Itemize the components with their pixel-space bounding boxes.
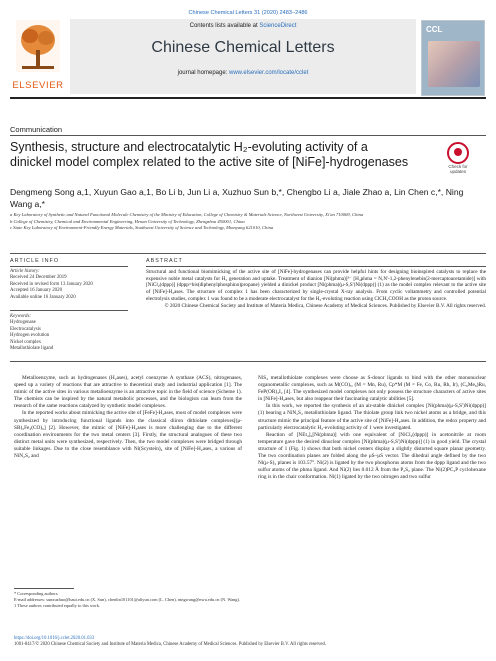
footnote-equal-contribution: 1 These authors contributed equally to this work. xyxy=(14,603,101,608)
history-accepted: Accepted 16 January 2020 xyxy=(10,288,63,294)
journal-homepage xyxy=(70,70,416,76)
footnote-rule xyxy=(14,588,74,589)
abstract-text: Structural and functional biomimicking of the active site of [NiFe]-hydrogenases can provide helpful hints for designing bioinspired catalysts to replace the expensive noble metal catalysts for H₂ generation and uptake. Treatment of dianion [Ni(phma)]²⁻ [H₄phma = N,N'-1,2-phenylenebis(2-mercaptoacetamide)] with [NiCl₂(dppp)] (dppp=bis(diphenylphosphino)propane) yielded a dinickel product [Ni(phma)(μ-S,S')Ni(dppp)] (1) as the model complex relevant to the active site of [NiFe]-H₂ases. The structure of complex 1 has been characterized by single-crystal X-ray analysis. From cyclic voltammetry and controlled potential electrolysis studies, complex 1 was found to be a moderate electrocatalyst for the H₂-evoluting reaction using ClCH₂COOH as the proton source. xyxy=(146,269,486,302)
affiliation-a: a Key Laboratory of Synthetic and Natural Functional Molecule Chemistry of the Ministry of Education, College of Chemistry & Materials Science, Northwest University, Xi'an 710069, China xyxy=(10,212,364,217)
cover-label: CCL xyxy=(426,25,443,34)
keywords-rule xyxy=(10,310,128,311)
cover-image xyxy=(428,41,480,87)
footnote-emails: E-mail addresses: sunxuzhuo@haut.edu.cn (X. Sun), chenlin101101@aliyun.com (L. Chen), ningwang@nwu.edu.cn (N. Wang). xyxy=(14,597,241,602)
author-list: Dengmeng Song a,1, Xuyun Gao a,1, Bo Li b, Jun Li a, Xuzhuo Sun b,*, Chengbo Li a, Jiale Zhao a, Lin Chen c,*, Ning Wang a,* xyxy=(10,187,464,209)
abstract-copyright: © 2020 Chinese Chemical Society and Institute of Materia Medica, Chinese Academy of Medical Sciences. Published by Elsevier B.V. All rights reserved. xyxy=(164,302,486,309)
footnotes xyxy=(14,591,242,609)
history-online: Available online 16 January 2020 xyxy=(10,294,76,300)
section-type: Communication xyxy=(10,125,63,134)
affiliations xyxy=(10,212,486,232)
keywords-label: Keywords: xyxy=(10,314,32,319)
keyword: Nickel complex xyxy=(10,339,42,345)
check-updates-icon xyxy=(447,142,469,164)
contents-line xyxy=(70,23,416,29)
journal-cover xyxy=(421,20,485,96)
elsevier-logo xyxy=(10,20,66,96)
check-updates-label: Check for updates xyxy=(448,164,468,174)
abstract-rule xyxy=(146,266,486,267)
article-title: Synthesis, structure and electrocatalytic H₂-evoluting activity of a dinickel model complex related to the active site of [NiFe]-hydrogenases xyxy=(10,140,409,169)
body-column-left xyxy=(14,375,242,460)
publisher-logo-text: ELSEVIER xyxy=(12,80,64,91)
check-updates-button[interactable] xyxy=(440,142,476,176)
keyword: Hydrogenase xyxy=(10,320,36,326)
copyright-line: 1001-8417/© 2020 Chinese Chemical Society and Institute of Materia Medica, Chinese Academy of Medical Sciences. Published by Elsevier B.V. All rights reserved. xyxy=(14,642,327,647)
history-received: Received 24 December 2019 xyxy=(10,275,67,281)
keyword: Metallothiolate ligand xyxy=(10,346,54,352)
abstract-bottom-rule xyxy=(10,361,486,362)
keywords xyxy=(10,314,128,352)
page-bottom xyxy=(14,636,484,648)
body-paragraph: In the reported works about mimicking the active site of [FeFe]-H₂ases, most of model complexes were synthesized by introducing functional ligands into the classical diiron dithiolate complexes[(μ-SR)₂Fe₂(CO)₆] [2]. However, the mimic of [NiFe]-H₂ases is more challenging due to the different coordination environments for the two metal centers [3]. Firstly, the structural analogues of these two distinct metal units were synthesized, respectively. Then, the two model complexes were bridged through suitable linkages. Due to the close resemblance with Ni(Scystein)₄ site of [NiFe]-H₂ases, a various of NiN₂S₂ and xyxy=(14,410,242,460)
section-rule xyxy=(10,135,486,136)
homepage-link[interactable]: www.elsevier.com/locate/cclet xyxy=(229,70,309,76)
running-header: Chinese Chemical Letters 31 (2020) 2483–2486 xyxy=(188,10,308,16)
body-paragraph: Reaction of [NEt₄]₂[Ni(phma)] with one equivalent of [NiCl₂(dppp)] in acetonitrile at room temperature gave the desired dinuclear complex [Ni(phma)(μ-S,S')Ni(dppp)] (1) in good yield. The crystal structure of 1 (Fig. 1) shows that both nickel centers display a slightly distorted square planar geometry. The two coordination planes are folded along the μS–μS vector. The dihedral angle defined by the two Ni(μ-S)₂ planes is 103.57°. Ni(2) is ligated by the two phosphorus atoms from the dppp ligand and the two sulfur atoms of the phma ligand. And Ni(2) lies 0.012 Å from the P₂S₂ plane. The Ni(2)PC₃P cyclohexane ring is in the chair conformation. Ni(1) ligated by the two nitrogen and two sulfur xyxy=(258,431,486,481)
article-history xyxy=(10,269,128,301)
article-info-heading: ARTICLE INFO xyxy=(10,258,60,264)
history-revised: Received in revised form 13 January 2020 xyxy=(10,281,93,287)
abstract-heading: ABSTRACT xyxy=(146,258,183,264)
homepage-prefix: journal homepage: xyxy=(177,70,228,76)
affiliation-rule xyxy=(10,253,486,254)
affiliation-c: c State Key Laboratory of Environment-Friendly Energy Materials, Southwest University of Science and Technology, Mianyang 621010, China xyxy=(10,225,274,231)
affiliation-b: b College of Chemistry, Chemical and Environmental Engineering, Henan University of Technology, Zhengzhou 450001, China xyxy=(10,218,245,224)
abstract-body xyxy=(146,269,486,309)
article-info-rule xyxy=(10,266,128,267)
body-paragraph: NiS₄ metallothiolate complexes were choose as S-donor ligands to bind with the other mononuclear organometallic complexes, such as M(CO)ₓ, (M = Mn, Ru), Cp*M (M = Fe, Co, Ru, Rh, Ir), (C₆Me₆)Ru, FeP(OR)₃I₂ [4]. The synthesized model complexes not only possess the structure characters of active sites in [NiFe]-H₂ases, but also reappear their fascinating catalytic abilities [5]. xyxy=(258,375,486,403)
masthead-rule xyxy=(10,97,486,99)
tree-icon xyxy=(16,20,60,72)
history-label: Article history: xyxy=(10,269,40,274)
journal-title: Chinese Chemical Letters xyxy=(151,39,335,56)
contents-prefix: Contents lists available at xyxy=(189,23,258,29)
footnote-corresponding: * Corresponding authors. xyxy=(14,591,59,596)
keyword: Electrocatalysis xyxy=(10,326,41,332)
body-paragraph: Metalloenzyme, such as hydrogenases (H₂ases), acetyl coenzyme A synthase (ACS), nitrogenases, speed up a variety of reactions that are attractive to theoretical study and industrial application [1]. The mimic of the active sites in various metalloenzyme is an attractive topic in the field of science (Scheme 1). The chemists can be inspired by the natural metabolic processes, and the biologists can learn from the research of the same reactions catalyzed by synthetic model complexes. xyxy=(14,375,242,410)
keyword: Hydrogen evolution xyxy=(10,333,50,339)
body-column-right xyxy=(258,375,486,481)
doi-link[interactable]: https://doi.org/10.1016/j.cclet.2020.01.033 xyxy=(14,636,95,641)
body-paragraph: In this work, we reported the synthesis of an air-stable dinickel complex [Ni(phma)(μ-S,S')Ni(dppp)] (1) bearing a NiN₂S₂ metallothiolate ligand. The thiolate group link two nickel atoms as a bridge, and this structure mimic the principal feature of the active site of [NiFe]-H₂ases. In addition, the redox property and particularly electrocatalytic H₂-evoluting activity of 1 were investigated. xyxy=(258,403,486,431)
sciencedirect-link[interactable]: ScienceDirect xyxy=(259,23,297,29)
